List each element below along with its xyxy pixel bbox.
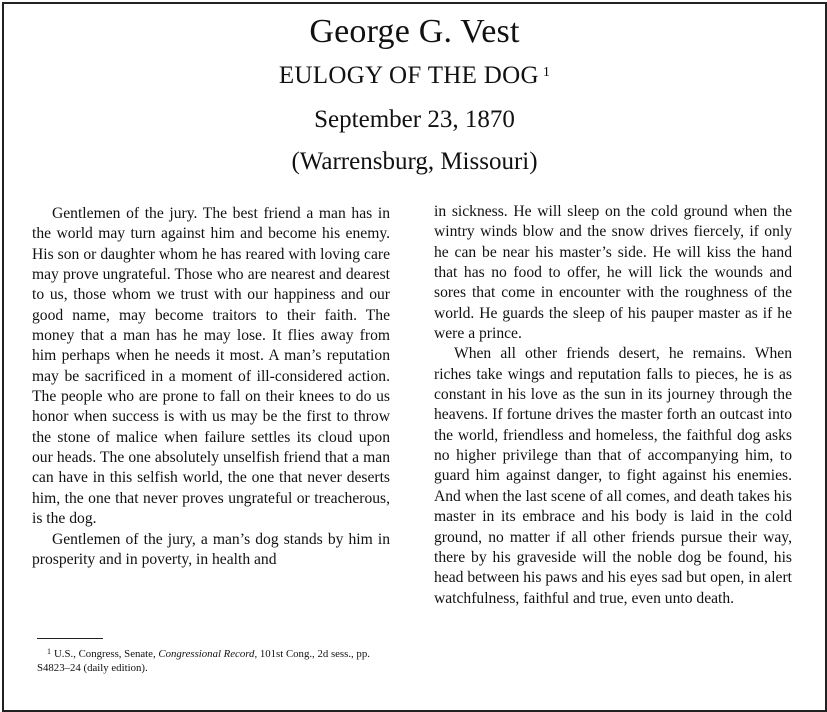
footnote-rule — [37, 638, 103, 639]
footnote-marker: 1 — [47, 647, 51, 656]
footnote-text-before: U.S., Congress, Senate, — [54, 648, 159, 660]
paragraph-2-continued: in sickness. He will sleep on the cold ground when the wintry winds blow and the snow drives fiercely, if only he can be near his master’s side. He will kiss the hand that has no food to offer, he will lick the wounds and sores that come in encounter with the roughness of the world. He guards the sleep of his pauper master as if he were a prince. — [434, 203, 792, 343]
author-name: George G. Vest — [309, 13, 520, 50]
paragraph-3: When all other friends desert, he remains. When riches take wings and reputation falls to pieces, he is as constant in his love as the sun in its journey through the heavens. If fortune drives the master forth an outcast into the world, friendless and homeless, the faithful dog asks no higher privilege than that of accompanying him, to guard him against danger, to fight against his enemies. And when the last scene of all comes, and death takes his master in its embrace and his body is laid in the cold ground, no matter if all other friends pursue their way, there by his graveside will the noble dog be found, his head between his paws and his eyes sad but open, in alert watchfulness, faithful and true, even unto death. — [434, 345, 792, 607]
footnote-source-title: Congressional Record — [158, 648, 255, 660]
title-footnote-marker: 1 — [542, 65, 551, 80]
paragraph-1: Gentlemen of the jury. The best friend a man has in the world may turn against him and become his enemy. His son or daughter whom he has reared with loving care may prove ungrateful. Those who are nearest and dearest to us, those whom we trust with our happiness and our good name, may become traitors to their faith. The money that a man has he may lose. It flies away from him perhaps when he needs it most. A man’s reputation may be sacrificed in a moment of ill-considered action. The people who are prone to fall on their knees to do us honor when success is with us may be the first to throw the stone of malice when failure settles its cloud upon our heads. The one absolutely unselfish friend that a man can have in this selfish world, the one that never deserts him, the one that never proves ungrateful or treacherous, is the dog. — [32, 205, 390, 528]
speech-location: (Warrensburg, Missouri) — [291, 148, 538, 175]
document-header — [4, 10, 825, 181]
document-page — [2, 2, 827, 712]
footnote — [37, 645, 402, 675]
left-column — [32, 204, 390, 570]
speech-title-text: EULOGY OF THE DOG — [278, 62, 539, 89]
right-column — [434, 202, 792, 609]
speech-date: September 23, 1870 — [314, 106, 515, 133]
paragraph-2: Gentlemen of the jury, a man’s dog stands by him in prosperity and in poverty, in health and — [32, 530, 390, 568]
speech-title — [4, 54, 825, 95]
footnote-text-after: , 101st Cong., 2d sess., pp. S4823–24 (daily edition). — [37, 648, 370, 674]
